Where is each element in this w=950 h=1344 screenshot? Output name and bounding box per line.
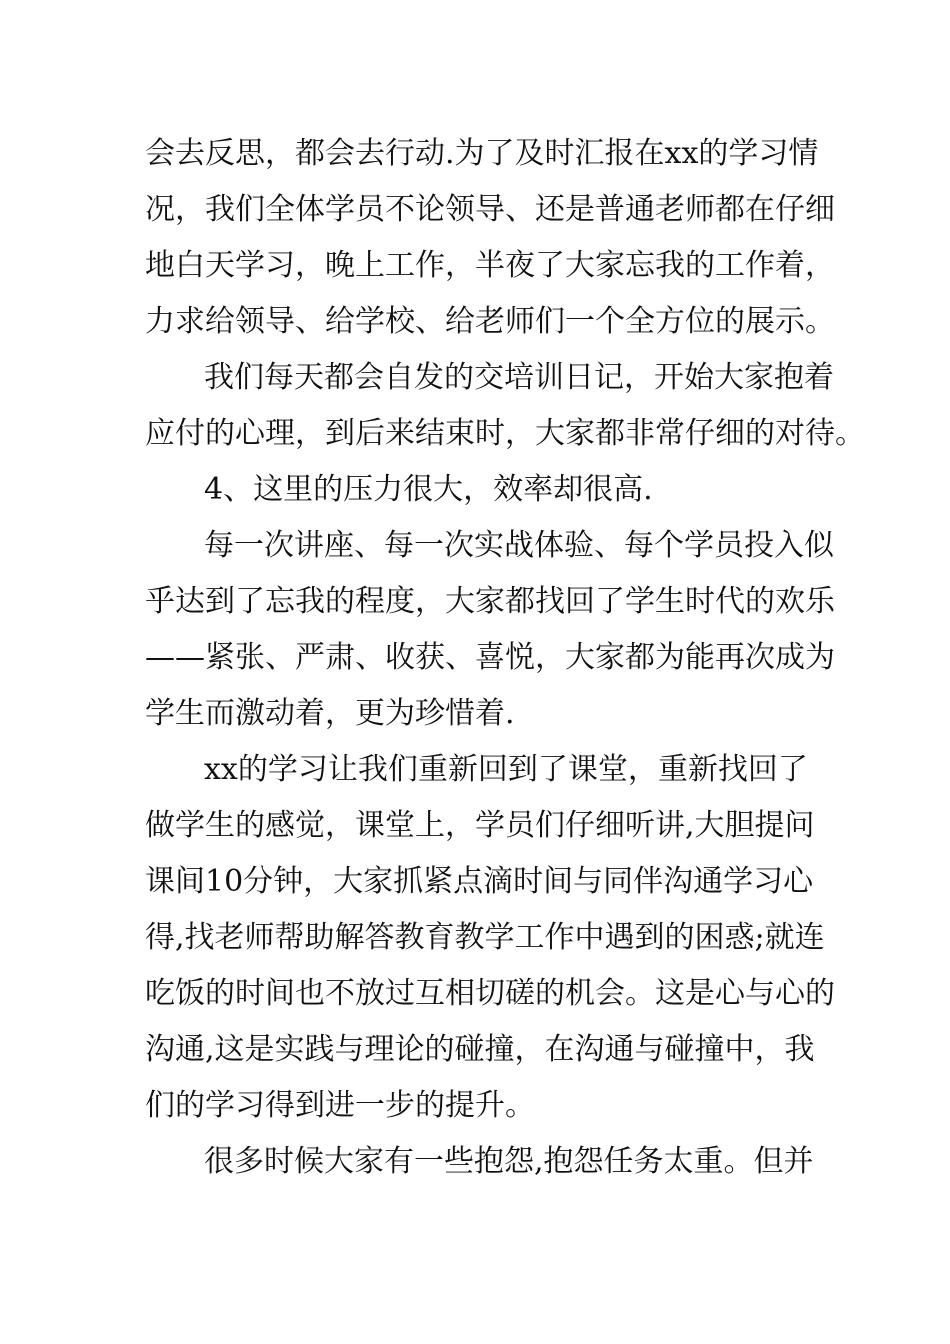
- text-line: 会去反思，都会去行动.为了及时汇报在xx的学习情: [145, 136, 819, 171]
- text-line: 地白天学习，晚上工作，半夜了大家忘我的工作着，: [145, 248, 835, 283]
- text-line: 乎达到了忘我的程度，大家都找回了学生时代的欢乐: [145, 584, 835, 619]
- paragraph-start-line: 我们每天都会自发的交培训日记，开始大家抱着: [204, 360, 834, 395]
- text-line: 沟通,这是实践与理论的碰撞，在沟通与碰撞中，我: [145, 1032, 815, 1067]
- text-line: 学生而激动着，更为珍惜着.: [145, 696, 515, 731]
- paragraph-start-line: 每一次讲座、每一次实战体验、每个学员投入似: [204, 528, 834, 563]
- text-line: 们的学习得到进一步的提升。: [145, 1088, 535, 1123]
- text-line: 课间10分钟，大家抓紧点滴时间与同伴沟通学习心: [145, 864, 814, 899]
- text-line: 得,找老师帮助解答教育教学工作中遇到的困惑;就连: [145, 920, 825, 955]
- text-line: 力求给领导、给学校、给老师们一个全方位的展示。: [145, 304, 835, 339]
- paragraph-start-line: xx的学习让我们重新回到了课堂，重新找回了: [204, 752, 808, 787]
- text-line: 做学生的感觉，课堂上，学员们仔细听讲,大胆提问: [145, 808, 815, 843]
- section-heading: 4、这里的压力很大，效率却很高.: [204, 472, 653, 507]
- body-text: [145, 126, 865, 1190]
- text-line: 吃饭的时间也不放过互相切磋的机会。这是心与心的: [145, 976, 835, 1011]
- paragraph-start-line: 很多时候大家有一些抱怨,抱怨任务太重。但并: [204, 1144, 814, 1179]
- text-line: 况，我们全体学员不论领导、还是普通老师都在仔细: [145, 192, 835, 227]
- text-line: ——紧张、严肃、收获、喜悦，大家都为能再次成为: [145, 640, 835, 675]
- text-line: 应付的心理，到后来结束时，大家都非常仔细的对待。: [145, 416, 865, 451]
